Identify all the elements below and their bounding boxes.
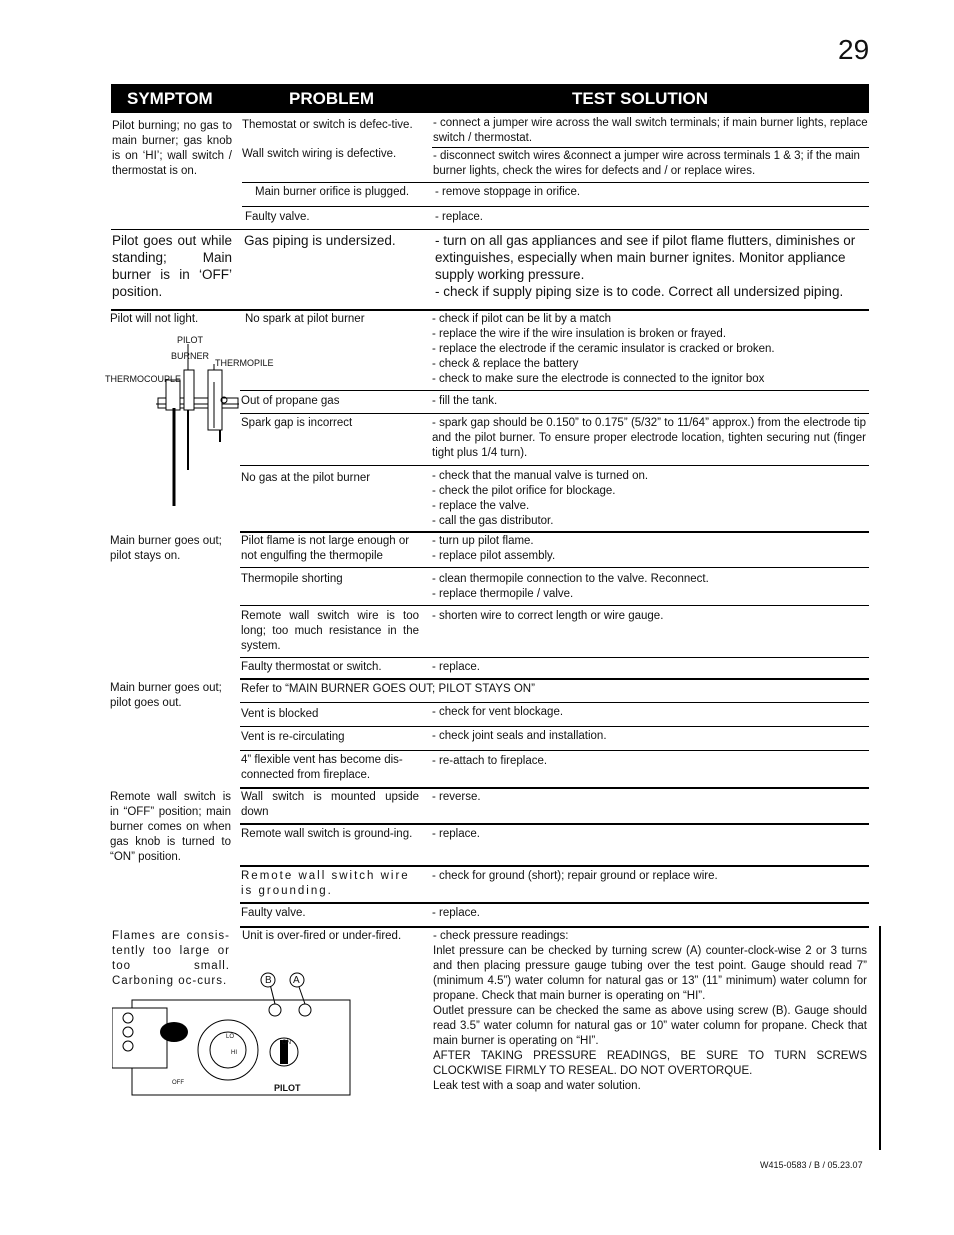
page-number: 29 <box>838 34 870 65</box>
row-divider <box>240 465 869 466</box>
pilot-burner <box>184 370 194 410</box>
row-divider <box>240 750 869 751</box>
problem-3-3: Spark gap is incorrect <box>241 417 353 429</box>
symptom-1: Pilot burning; no gas to main burner; gas knob is on ‘HI’; wall switch / thermostat is on. <box>112 120 232 177</box>
problem-2-1: Gas piping is undersized. <box>244 233 396 248</box>
row-divider <box>242 206 869 207</box>
problem-3-4: No gas at the pilot burner <box>241 472 371 484</box>
solution-4-3: - shorten wire to correct length or wire gauge. <box>432 610 664 622</box>
section-divider <box>240 531 869 533</box>
problem-6-4: Faulty valve. <box>241 907 306 919</box>
solution-1-3: - remove stoppage in orifice. <box>435 186 581 198</box>
row-divider <box>240 726 869 727</box>
solution-3-3: - spark gap should be 0.150” to 0.175” (5/32” to 11/64” approx.) from the electrode tip and the pilot burner. To ensure proper electrode location, tighten securing nut (finger tight plus 1/4 turn). <box>432 417 866 459</box>
solution-5-2: - check for vent blockage. <box>432 706 564 718</box>
table-header <box>111 84 869 113</box>
row-divider <box>240 902 869 904</box>
problem-4-2: Thermopile shorting <box>241 573 343 585</box>
symptom-7: Flames are consis-tently too large or too small. Carboning oc-curs. <box>112 930 230 987</box>
problem-1-1: Themostat or switch is defec-tive. <box>242 119 413 131</box>
solution-2-1: - turn on all gas appliances and see if pilot flame flutters, diminishes or extinguishes, especially when main burner ignites. Monitor appliance supply working pressure. - check if supply piping size is to code. Correct all undersized piping. <box>435 233 856 299</box>
label-thermocouple: THERMOCOUPLE <box>105 374 182 384</box>
problem-6-2: Remote wall switch is ground-ing. <box>241 828 413 840</box>
valve-knob-tab <box>160 1022 188 1042</box>
label-burner: BURNER <box>171 351 210 361</box>
solution-5-3: - check joint seals and installation. <box>432 730 607 742</box>
label-lo: LO <box>226 1034 235 1040</box>
header-solution: TEST SOLUTION <box>572 89 708 108</box>
problem-4-3: Remote wall switch wire is too long; too much resistance in the system. <box>241 610 419 652</box>
solution-1-2: - disconnect switch wires &connect a jumper wire across terminals 1 & 3; if the main burner lights, check the wires for defects and / or replace wires. <box>433 150 860 177</box>
section-divider <box>111 309 869 311</box>
solution-6-4: - replace. <box>432 907 480 919</box>
label-off: OFF <box>172 1080 184 1086</box>
problem-7-1: Unit is over-fired or under-fired. <box>242 930 402 942</box>
label-pilot: PILOT <box>274 1083 301 1093</box>
label-hi: HI <box>231 1050 237 1056</box>
valve-terminal-block <box>112 1008 167 1068</box>
problem-6-1: Wall switch is mounted upside down <box>241 791 419 818</box>
solution-3-4: - check that the manual valve is turned on. - check the pilot orifice for blockage. - replace the valve. - call the gas distributor. <box>432 470 649 527</box>
row-divider <box>240 657 869 658</box>
label-b: B <box>265 975 272 986</box>
section-divider <box>240 787 869 789</box>
solution-3-2: - fill the tank. <box>432 395 498 407</box>
row-divider <box>242 182 869 183</box>
solution-7-head: - check pressure readings: <box>433 930 569 942</box>
problem-6-3: Remote wall switch wire is grounding. <box>241 870 410 897</box>
row-divider <box>240 823 869 825</box>
label-thermopile: THERMOPILE <box>215 358 274 368</box>
row-divider <box>240 390 869 391</box>
label-on: ON <box>282 1040 291 1046</box>
section-divider <box>240 678 869 680</box>
solution-5-4: - re-attach to fireplace. <box>432 755 548 767</box>
problem-1-2: Wall switch wiring is defective. <box>242 148 397 160</box>
label-a: A <box>293 975 300 986</box>
pilot-hood <box>166 380 180 410</box>
thermopile-body <box>208 370 222 430</box>
problem-3-1: No spark at pilot burner <box>245 313 365 325</box>
problem-5-4: 4” flexible vent has become dis-connected from fireplace. <box>241 754 403 781</box>
solution-7-tail: Leak test with a soap and water solution. <box>433 1080 641 1092</box>
problem-5-2: Vent is blocked <box>241 708 319 720</box>
solution-7-body: Inlet pressure can be checked by turning screw (A) counter-clock-wise 2 or 3 turns and then placing pressure gauge tubing over the test point. Gauge should read 7” (minimum 4.5”) water column for natural gas or 13” (11” minimum) water column for propane. Check that main burner is operating on “HI”. Outlet pressure can be checked the same as above using screw (B). Gauge should read 3.5” water column for natural gas or 10” water column for propane. Check that main burner is operating on “HI”. AFTER TAKING PRESSURE READINGS, BE SURE TO TURN SCREWS CLOCKWISE FIRMLY TO RESEAL. DO NOT OVERTORQUE. <box>433 945 867 1077</box>
solution-3-1: - check if pilot can be lit by a match - replace the wire if the wire insulation is broken or frayed. - replace the electrode if the ceramic insulator is cracked or broken. - check & replace the battery - check to make sure the electrode is connected to the ignitor box <box>432 313 775 385</box>
solution-1-4: - replace. <box>435 211 483 223</box>
symptom-5: Main burner goes out; pilot goes out. <box>110 682 222 709</box>
solution-6-3: - check for ground (short); repair ground or replace wire. <box>432 870 718 882</box>
problem-4-1: Pilot flame is not large enough or not engulfing the thermopile <box>241 535 410 562</box>
symptom-4: Main burner goes out; pilot stays on. <box>110 535 222 562</box>
section-divider <box>240 926 869 928</box>
problem-5-1: Refer to “MAIN BURNER GOES OUT; PILOT STAYS ON” <box>241 683 535 695</box>
solution-4-4: - replace. <box>432 661 480 673</box>
problem-1-3: Main burner orifice is plugged. <box>255 186 410 198</box>
solution-6-2: - replace. <box>432 828 480 840</box>
row-divider <box>432 147 869 148</box>
symptom-6: Remote wall switch is in “OFF” position; main burner comes on when gas knob is turned to “ON” position. <box>110 791 231 863</box>
problem-5-3: Vent is re-circulating <box>241 731 345 743</box>
solution-6-1: - reverse. <box>432 791 481 803</box>
solution-4-2: - clean thermopile connection to the valve. Reconnect. - replace thermopile / valve. <box>432 573 709 600</box>
symptom-3: Pilot will not light. <box>110 313 199 325</box>
symptom-2: Pilot goes out while standing; Main burner is in ‘OFF’ position. <box>112 233 232 299</box>
header-problem: PROBLEM <box>289 89 374 108</box>
document-code: W415-0583 / B / 05.23.07 <box>760 1160 863 1170</box>
row-divider <box>240 605 869 606</box>
problem-4-4: Faulty thermostat or switch. <box>241 661 382 673</box>
side-rule <box>879 926 881 1150</box>
section-divider <box>111 229 869 230</box>
row-divider <box>240 413 869 414</box>
row-divider <box>240 702 869 703</box>
solution-4-1: - turn up pilot flame. - replace pilot assembly. <box>432 535 556 562</box>
label-pilot: PILOT <box>177 335 204 345</box>
problem-1-4: Faulty valve. <box>245 211 310 223</box>
row-divider <box>240 567 869 568</box>
row-divider <box>240 865 869 867</box>
header-symptom: SYMPTOM <box>127 89 213 108</box>
problem-3-2: Out of propane gas <box>241 395 340 407</box>
solution-1-1: - connect a jumper wire across the wall switch terminals; if main burner lights, replace switch / thermostat. <box>433 117 868 144</box>
